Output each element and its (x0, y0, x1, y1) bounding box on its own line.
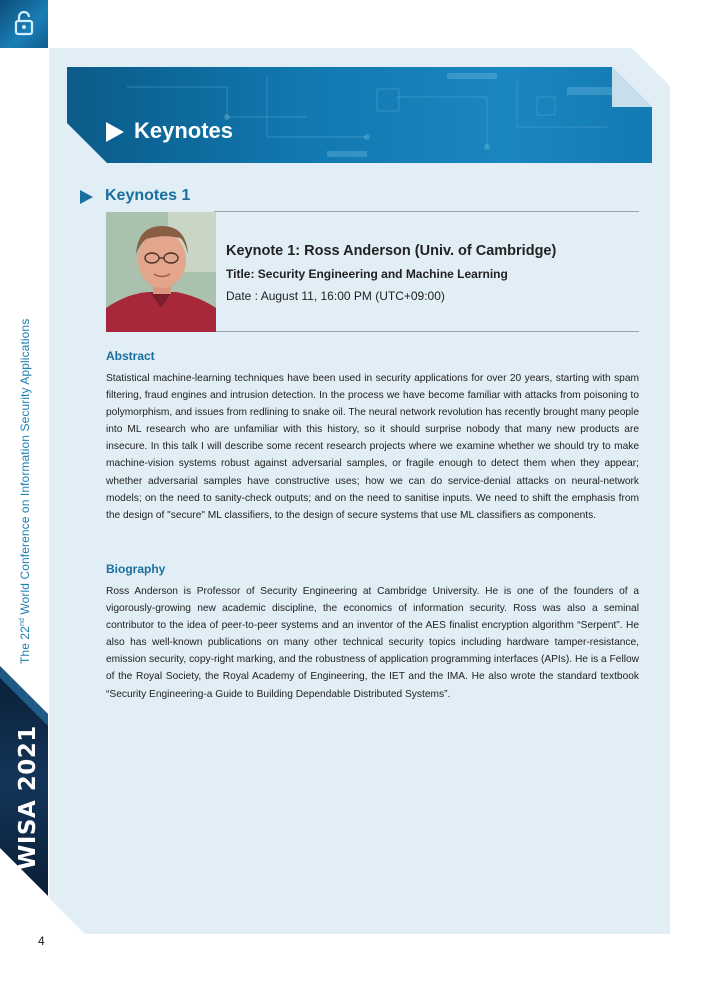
biography-heading: Biography (106, 562, 166, 576)
wisa-logo-text: WISA 2021 (15, 725, 41, 870)
header-banner (67, 67, 652, 163)
keynote-title: Title: Security Engineering and Machine Learning (226, 267, 508, 281)
corner-decoration (0, 0, 48, 48)
keynote-date: Date : August 11, 16:00 PM (UTC+09:00) (226, 289, 445, 303)
speaker-portrait-illustration (106, 212, 216, 332)
divider-bottom (214, 331, 639, 332)
page-fold-decoration (612, 67, 652, 107)
page-number: 4 (38, 934, 45, 948)
conference-name-vertical: The 22nd World Conference on Information Security Applications (18, 318, 32, 664)
abstract-heading: Abstract (106, 349, 155, 363)
header-title: Keynotes (134, 118, 234, 143)
biography-text: Ross Anderson is Professor of Security Engineering at Cambridge University. He is one of the founders of a vigorously-growing new academic discipline, the economics of information security. Ross was also a seminal contributor to the idea of peer-to-peer systems and an inventor of the AES finalist encryption algorithm “Serpent”. He also has well-known publications on many other technical security topics including hardware tamper-resistance, emission security, copy-right marking, and the robustness of application programming interfaces (APIs). He is a Fellow of the Royal Society, the Royal Academy of Engineering, the IET and the IMA. He also wrote the standard textbook “Security Engineering-a Guide to Building Dependable Distributed Systems”. (106, 586, 639, 700)
speaker-photo (106, 212, 216, 332)
abstract-text: Statistical machine-learning techniques have been used in security applications for over 20 years, starting with spam filtering, fraud engines and intrusion detection. In the process we have become familiar with attacks from poisoning to polymorphism, and issues from redlining to snake oil. The neural network revolution has recently brought many people into ML research who are unfamiliar with this history, so it should surprise nobody that many new products are insecure. In this talk I will describe some recent research projects where we examine whether we should try to make machine-vision systems robust against adversarial samples, or fragile enough to detect them when they appear; whether adversarial samples have constructive uses; how we can do service-denial attacks on neural-network models; on the need to sanity-check outputs; and on the need to sanitise inputs. We need to shift the emphasis from the design of "secure" ML classifiers, to the design of secure systems that use ML classifiers as components. (106, 373, 639, 521)
lock-icon (14, 10, 34, 36)
header-arrow-icon (106, 122, 124, 142)
header-circuit-decoration (67, 67, 652, 163)
section-title: Keynotes 1 (105, 187, 191, 204)
divider-top (214, 211, 639, 212)
keynote-speaker: Keynote 1: Ross Anderson (Univ. of Cambridge) (226, 243, 557, 259)
section-arrow-icon (80, 190, 93, 204)
